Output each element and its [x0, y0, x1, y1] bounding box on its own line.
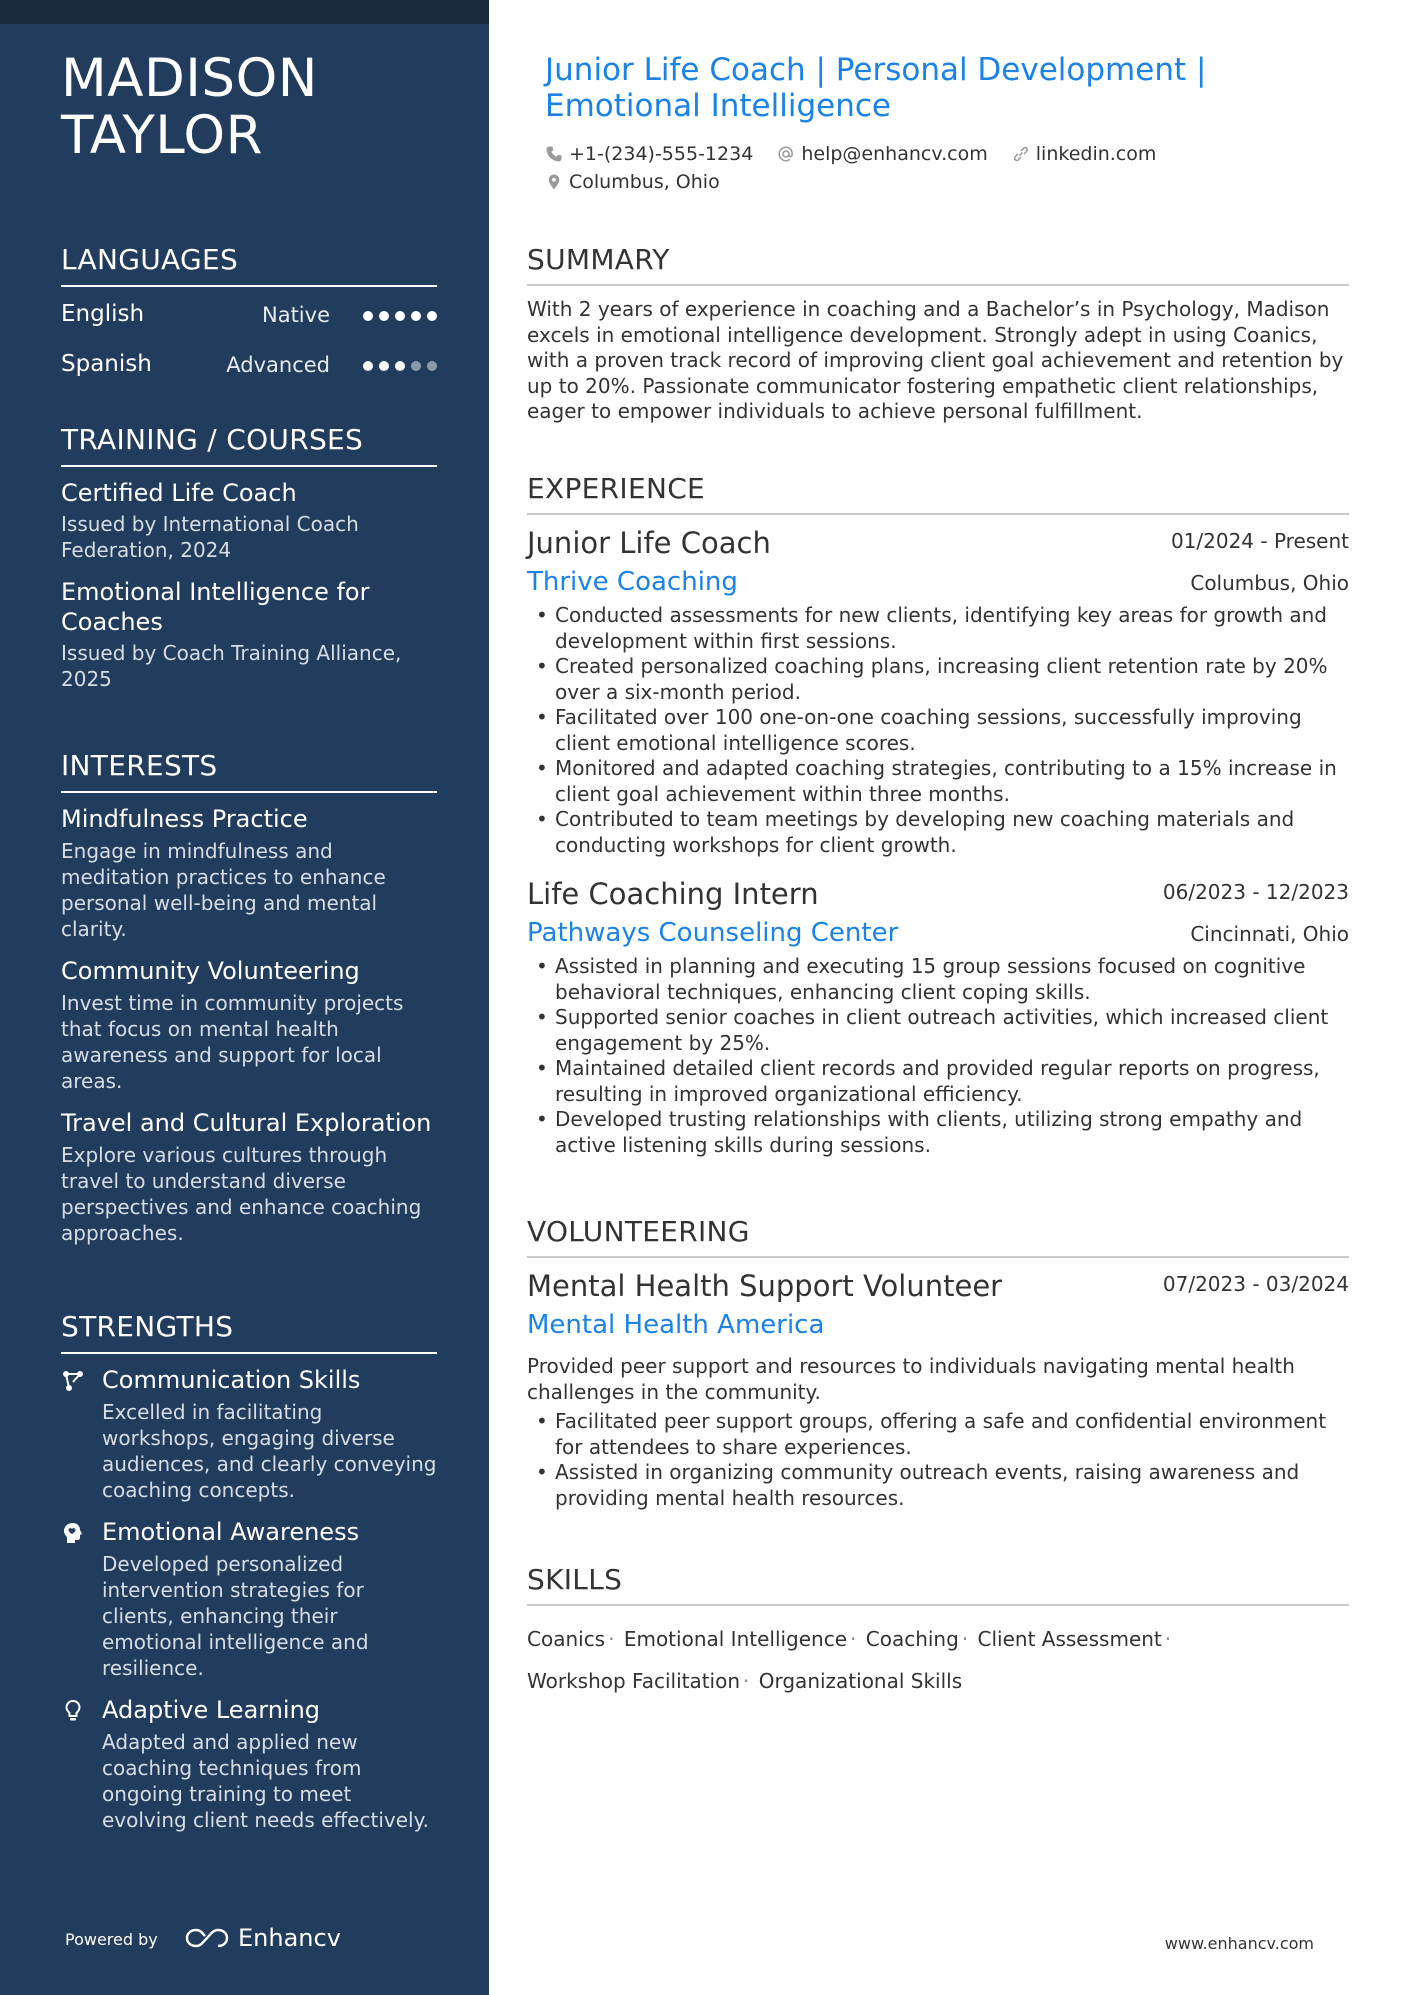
interest-item [61, 804, 437, 942]
experience-section [527, 472, 1349, 1158]
training-heading: TRAINING / COURSES [61, 423, 437, 467]
skill-item: Client Assessment [977, 1627, 1162, 1651]
language-rating [363, 361, 437, 371]
interest-title: Mindfulness Practice [61, 805, 308, 833]
bullet-item: • Supported senior coaches in client outreach activities, which increased client engagement by 25%. [527, 1005, 1349, 1056]
head-heart-icon [61, 1521, 85, 1545]
strength-item [61, 1365, 437, 1503]
communication-icon [61, 1369, 85, 1393]
headline: Junior Life Coach | Personal Development | Emotional Intelligence [545, 52, 1207, 124]
language-row [61, 337, 437, 387]
training-section [61, 423, 437, 692]
summary-heading: SUMMARY [527, 243, 1349, 286]
candidate-name [61, 50, 318, 164]
contact-phone[interactable] [545, 140, 753, 168]
volunteer-dates: 07/2023 - 03/2024 [1162, 1272, 1349, 1296]
course-issuer: Issued by International Coach Federation, 2024 [61, 512, 359, 562]
course-item [61, 577, 437, 692]
strength-description: Adapted and applied new coaching techniques from ongoing training to meet evolving client needs effectively. [102, 1730, 429, 1832]
contact-email[interactable] [777, 140, 987, 168]
language-name: English [61, 301, 145, 327]
skill-item: Coanics [527, 1627, 606, 1651]
course-title: Emotional Intelligence for Coaches [61, 578, 370, 636]
email-text: help@enhancv.com [801, 143, 988, 165]
phone-icon [545, 145, 563, 163]
bullet-item: • Monitored and adapted coaching strategies, contributing to a 15% increase in client goal achievement within three months. [527, 756, 1349, 807]
link-icon [1012, 145, 1030, 163]
bullet-item: • Created personalized coaching plans, increasing client retention rate by 20% over a six-month period. [527, 654, 1349, 705]
strength-description: Developed personalized intervention strategies for clients, enhancing their emotional intelligence and resilience. [102, 1552, 369, 1680]
job-bullets [527, 954, 1349, 1158]
linkedin-text: linkedin.com [1035, 143, 1157, 165]
rating-dot [411, 361, 421, 371]
skill-separator: · [743, 1669, 750, 1693]
rating-dot [395, 361, 405, 371]
sidebar-top-bar [0, 0, 489, 24]
job-entry [527, 525, 1349, 858]
rating-dot [379, 361, 389, 371]
location-pin-icon [545, 173, 563, 191]
job-bullets [527, 603, 1349, 858]
rating-dot [427, 361, 437, 371]
name-first: MADISON [61, 48, 318, 109]
bullet-item: • Assisted in planning and executing 15 group sessions focused on cognitive behavioral techniques, enhancing client coping skills. [527, 954, 1349, 1005]
course-item [61, 478, 437, 563]
rating-dot [411, 311, 421, 321]
interest-title: Travel and Cultural Exploration [61, 1109, 432, 1137]
volunteer-role: Mental Health Support Volunteer [527, 1269, 1003, 1303]
interests-heading: INTERESTS [61, 749, 437, 793]
infinity-logo-icon [184, 1926, 230, 1950]
rating-dot [427, 311, 437, 321]
strengths-section [61, 1310, 437, 1833]
lightbulb-icon [61, 1699, 85, 1723]
interest-title: Community Volunteering [61, 957, 360, 985]
job-title: Life Coaching Intern [527, 877, 819, 911]
strength-item [61, 1517, 437, 1681]
rating-dot [395, 311, 405, 321]
phone-text: +1-(234)-555-1234 [569, 143, 754, 165]
skill-item: Workshop Facilitation [527, 1669, 741, 1693]
powered-by-label: Powered by [65, 1930, 158, 1949]
strength-description: Excelled in facilitating workshops, engaging diverse audiences, and clearly conveying coaching concepts. [102, 1400, 437, 1502]
strength-title: Emotional Awareness [102, 1518, 360, 1546]
job-company: Pathways Counseling Center [527, 918, 899, 948]
bullet-item: • Developed trusting relationships with clients, utilizing strong empathy and active listening skills during sessions. [527, 1107, 1349, 1158]
contact-linkedin[interactable] [1012, 140, 1157, 168]
languages-heading: LANGUAGES [61, 243, 437, 287]
language-rating [363, 311, 437, 321]
language-row [61, 287, 437, 337]
at-sign-icon [777, 145, 795, 163]
bullet-item: • Maintained detailed client records and provided regular reports on progress, resulting in improved organizational efficiency. [527, 1056, 1349, 1107]
skill-item: Emotional Intelligence [623, 1627, 848, 1651]
interest-item [61, 1108, 437, 1246]
language-level: Advanced [226, 353, 330, 377]
sidebar [0, 0, 489, 1995]
bullet-item: • Contributed to team meetings by developing new coaching materials and conducting workshops for client growth. [527, 807, 1349, 858]
interests-section [61, 749, 437, 1246]
summary-text: With 2 years of experience in coaching and a Bachelor’s in Psychology, Madison excels in emotional intelligence development. Strongly adept in using Coanics, with a proven track record of improving client goal achievement and retention by up to 20%. Passionate communicator fostering empathetic client relationships, eager to empower individuals to achieve personal fulfillment. [527, 297, 1344, 423]
language-name: Spanish [61, 351, 152, 377]
contact-info [545, 140, 1345, 196]
interest-item [61, 956, 437, 1094]
volunteering-heading: VOLUNTEERING [527, 1215, 1349, 1258]
skill-separator: · [850, 1627, 857, 1651]
location-text: Columbus, Ohio [569, 171, 720, 193]
brand-name: Enhancv [238, 1924, 341, 1952]
website-link[interactable]: www.enhancv.com [1164, 1934, 1314, 1953]
contact-location [545, 168, 720, 196]
rating-dot [379, 311, 389, 321]
course-title: Certified Life Coach [61, 479, 297, 507]
skill-separator: · [608, 1627, 615, 1651]
bullet-item: • Facilitated over 100 one-on-one coaching sessions, successfully improving client emotional intelligence scores. [527, 705, 1349, 756]
strength-title: Communication Skills [102, 1366, 361, 1394]
volunteering-section [527, 1215, 1349, 1511]
job-location: Cincinnati, Ohio [1190, 922, 1349, 946]
volunteer-organization: Mental Health America [527, 1310, 825, 1340]
skill-item: Organizational Skills [758, 1669, 963, 1693]
experience-heading: EXPERIENCE [527, 472, 1349, 515]
enhancv-logo[interactable] [184, 1924, 341, 1952]
interest-description: Invest time in community projects that focus on mental health awareness and support for local areas. [61, 991, 404, 1093]
course-issuer: Issued by Coach Training Alliance, 2025 [61, 641, 402, 691]
languages-section [61, 243, 437, 387]
bullet-item: • Facilitated peer support groups, offering a safe and confidential environment for attendees to share experiences. [527, 1409, 1349, 1460]
summary-section [527, 243, 1349, 425]
interest-description: Engage in mindfulness and meditation practices to enhance personal well-being and mental clarity. [61, 839, 386, 941]
skills-section [527, 1563, 1349, 1702]
volunteer-entry [527, 1268, 1349, 1511]
bullet-item: • Conducted assessments for new clients, identifying key areas for growth and development within first sessions. [527, 603, 1349, 654]
job-location: Columbus, Ohio [1190, 571, 1349, 595]
skill-item: Coaching [865, 1627, 959, 1651]
strengths-heading: STRENGTHS [61, 1310, 437, 1354]
job-dates: 06/2023 - 12/2023 [1162, 880, 1349, 904]
strength-item [61, 1695, 437, 1833]
job-company: Thrive Coaching [527, 567, 738, 597]
bullet-item: • Assisted in organizing community outreach events, raising awareness and providing mental health resources. [527, 1460, 1349, 1511]
skill-separator: · [1164, 1627, 1172, 1651]
volunteer-description: Provided peer support and resources to individuals navigating mental health challenges in the community. [527, 1354, 1295, 1404]
skills-list [527, 1618, 1349, 1702]
volunteer-bullets [527, 1409, 1349, 1511]
skills-heading: SKILLS [527, 1563, 1349, 1606]
job-entry [527, 876, 1349, 1158]
rating-dot [363, 311, 373, 321]
name-last: TAYLOR [61, 105, 263, 166]
rating-dot [363, 361, 373, 371]
job-title: Junior Life Coach [527, 526, 771, 560]
skill-separator: · [961, 1627, 969, 1651]
job-dates: 01/2024 - Present [1170, 529, 1349, 553]
interest-description: Explore various cultures through travel to understand diverse perspectives and enhance coaching approaches. [61, 1143, 422, 1245]
language-level: Native [262, 303, 330, 327]
strength-title: Adaptive Learning [102, 1696, 321, 1724]
